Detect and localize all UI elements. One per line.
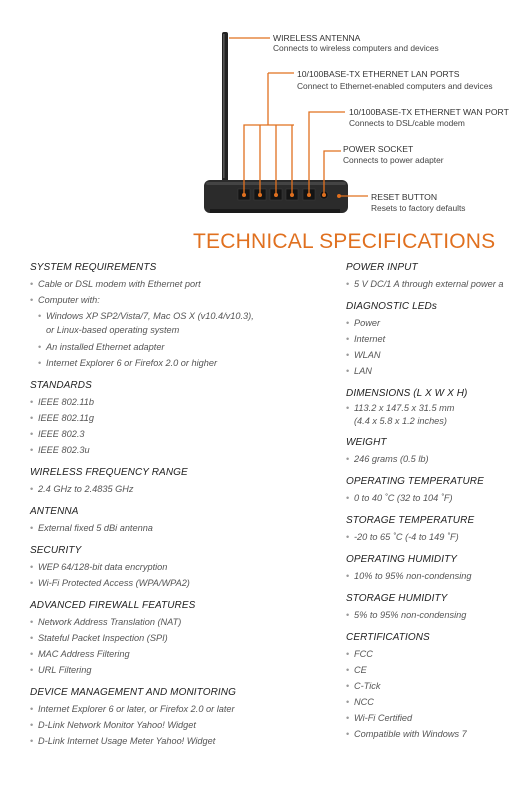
- list-subitem: • An installed Ethernet adapter: [30, 339, 330, 355]
- list-item: • NCC: [346, 694, 513, 710]
- list-item: • 5 V DC/1 A through external power a: [346, 276, 513, 292]
- section-operating-temperature: [346, 476, 513, 506]
- list-item: • CE: [346, 662, 513, 678]
- item-line: 113.2 x 147.5 x 31.5 mm: [354, 403, 455, 413]
- section-wireless-frequency: [30, 467, 330, 497]
- list-item: • Wi-Fi Certified: [346, 710, 513, 726]
- subitem-line: Windows XP SP2/Vista/7, Mac OS X (v10.4/v10.3),: [46, 311, 254, 321]
- list-item: • WEP 64/128-bit data encryption: [30, 559, 330, 575]
- section-title-main: DIAGNOSTIC LED: [346, 301, 432, 312]
- section-title: [346, 301, 513, 312]
- section-antenna: [30, 506, 330, 536]
- callout-antenna-desc: Connects to wireless computers and devices: [273, 43, 439, 53]
- list-item: • URL Filtering: [30, 662, 330, 678]
- list-item: • 0 to 40 ˚C (32 to 104 ˚F): [346, 490, 513, 506]
- section-security: [30, 545, 330, 591]
- section-certifications: [346, 632, 513, 742]
- callout-reset-desc: Resets to factory defaults: [371, 203, 466, 213]
- list-item: • Power: [346, 315, 513, 331]
- callout-lan-desc: Connect to Ethernet-enabled computers and devices: [297, 81, 493, 91]
- section-title: STORAGE TEMPERATURE: [346, 515, 475, 526]
- section-title: DIMENSIONS (L X W X H): [346, 388, 468, 399]
- list-item: • IEEE 802.3: [30, 426, 330, 442]
- list-item: • 2.4 GHz to 2.4835 GHz: [30, 481, 330, 497]
- list-item: • FCC: [346, 646, 513, 662]
- list-item: • -20 to 65 ˚C (-4 to 149 ˚F): [346, 529, 513, 545]
- callout-leader-lines: [229, 38, 368, 196]
- list-item: • IEEE 802.11b: [30, 394, 330, 410]
- list-item: • IEEE 802.3u: [30, 442, 330, 458]
- section-operating-humidity: [346, 554, 513, 584]
- list-item: • C-Tick: [346, 678, 513, 694]
- list-item: • Internet Explorer 6 or later, or Firefox 2.0 or later: [30, 701, 330, 717]
- list-item: • D-Link Network Monitor Yahoo! Widget: [30, 717, 330, 733]
- section-title: STANDARDS: [30, 380, 92, 391]
- router-diagram: [0, 0, 513, 225]
- list-item: • MAC Address Filtering: [30, 646, 330, 662]
- list-item: • Cable or DSL modem with Ethernet port: [30, 276, 330, 292]
- callout-wan-title: 10/100BASE-TX ETHERNET WAN PORT: [349, 107, 509, 117]
- list-item: [346, 402, 513, 428]
- list-subitem: [30, 308, 330, 337]
- callout-reset-title: RESET BUTTON: [371, 192, 438, 202]
- section-title-suffix: s: [431, 301, 437, 312]
- list-item: • External fixed 5 dBi antenna: [30, 520, 330, 536]
- section-diagnostic-leds: [346, 301, 513, 379]
- list-item: • IEEE 802.11g: [30, 410, 330, 426]
- section-storage-temperature: [346, 515, 513, 545]
- section-title: STORAGE HUMIDITY: [346, 593, 448, 604]
- section-title: OPERATING HUMIDITY: [346, 554, 458, 565]
- section-firewall: [30, 600, 330, 678]
- section-title: ADVANCED FIREWALL FEATURES: [30, 600, 196, 611]
- callout-lan-title: 10/100BASE-TX ETHERNET LAN PORTS: [297, 69, 460, 79]
- section-storage-humidity: [346, 593, 513, 623]
- specs-right-column: [346, 262, 513, 751]
- section-title: WIRELESS FREQUENCY RANGE: [30, 467, 188, 478]
- antenna-illustration: [222, 32, 228, 182]
- section-title: OPERATING TEMPERATURE: [346, 476, 484, 487]
- list-item: • WLAN: [346, 347, 513, 363]
- section-dimensions: [346, 388, 513, 428]
- list-item: • 5% to 95% non-condensing: [346, 607, 513, 623]
- section-title: WEIGHT: [346, 437, 387, 448]
- section-standards: [30, 380, 330, 458]
- list-item: • Stateful Packet Inspection (SPI): [30, 630, 330, 646]
- list-item: • LAN: [346, 363, 513, 379]
- list-item: • Computer with:: [30, 292, 330, 308]
- section-title: SECURITY: [30, 545, 82, 556]
- page-title: TECHNICAL SPECIFICATIONS: [193, 230, 496, 253]
- list-item: • D-Link Internet Usage Meter Yahoo! Widget: [30, 733, 330, 749]
- callout-antenna-title: WIRELESS ANTENNA: [273, 33, 361, 43]
- section-title: SYSTEM REQUIREMENTS: [30, 262, 157, 273]
- callout-wan-desc: Connects to DSL/cable modem: [349, 118, 465, 128]
- callout-power-desc: Connects to power adapter: [343, 155, 444, 165]
- specs-left-column: [30, 262, 330, 758]
- section-title: ANTENNA: [30, 506, 79, 517]
- item-line: (4.4 x 5.8 x 1.2 inches): [354, 416, 447, 426]
- subitem-line: or Linux-based operating system: [46, 325, 180, 335]
- section-system-requirements: [30, 262, 330, 371]
- list-item: • Wi-Fi Protected Access (WPA/WPA2): [30, 575, 330, 591]
- section-power-input: [346, 262, 513, 292]
- section-title: CERTIFICATIONS: [346, 632, 430, 643]
- section-device-management: [30, 687, 330, 749]
- section-weight: [346, 437, 513, 467]
- list-item: • Compatible with Windows 7: [346, 726, 513, 742]
- list-item: • 246 grams (0.5 lb): [346, 451, 513, 467]
- section-title: DEVICE MANAGEMENT AND MONITORING: [30, 687, 236, 698]
- section-title: POWER INPUT: [346, 262, 418, 273]
- list-item: • Internet: [346, 331, 513, 347]
- callout-power-title: POWER SOCKET: [343, 144, 414, 154]
- list-item: • 10% to 95% non-condensing: [346, 568, 513, 584]
- list-subitem: • Internet Explorer 6 or Firefox 2.0 or higher: [30, 355, 330, 371]
- list-item: • Network Address Translation (NAT): [30, 614, 330, 630]
